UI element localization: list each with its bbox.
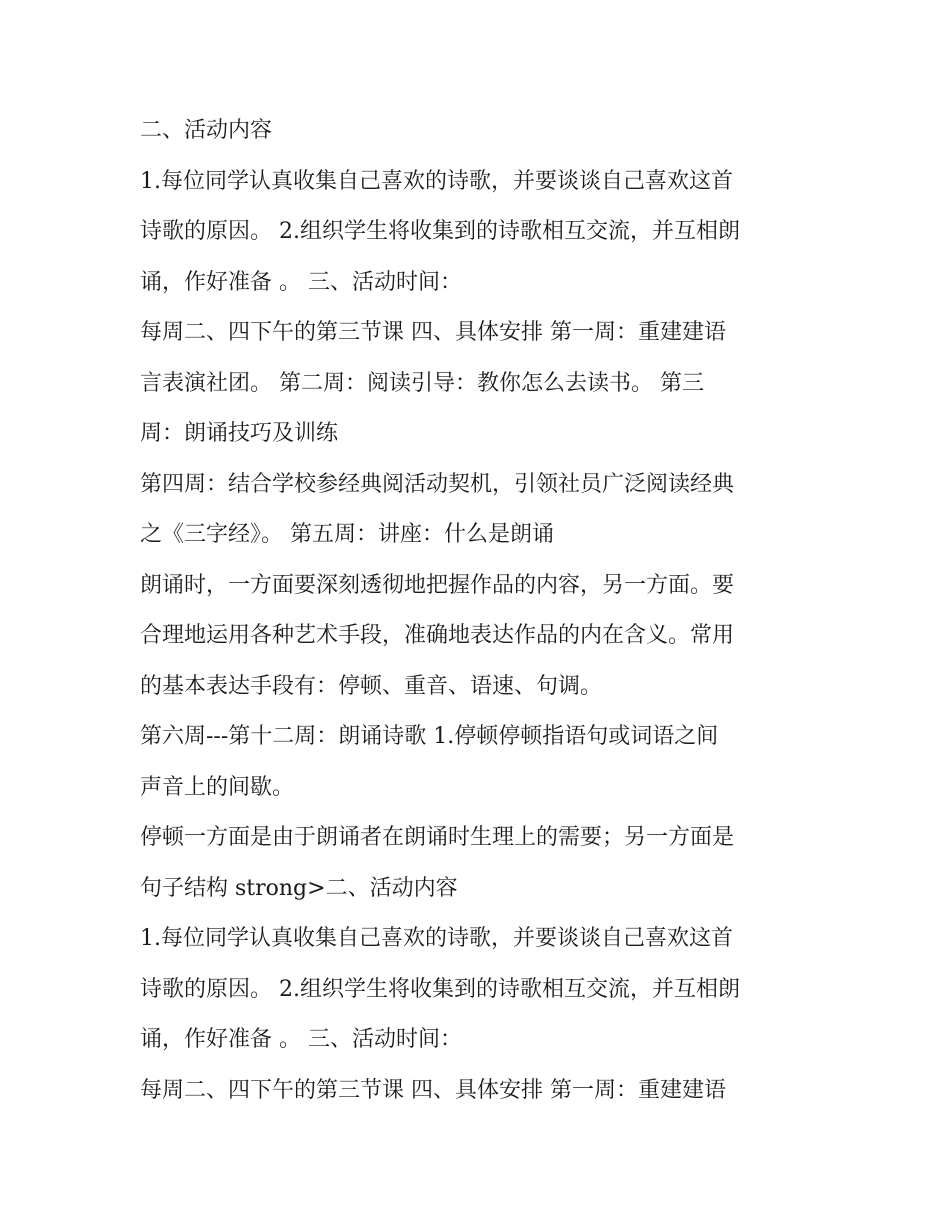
text-line: 1.每位同学认真收集自己喜欢的诗歌，并要谈谈自己喜欢这首 [140,168,733,194]
text-line: 诵，作好准备 。 三、活动时间： [140,1027,462,1052]
text-line: 第六周---第十二周：朗诵诗歌 1.停顿停顿指语句或词语之间 [140,724,719,749]
text-line: 声音上的间歇。 [140,774,295,800]
text-line: 合理地运用各种艺术手段，准确地表达作品的内在含义。常用 [140,623,735,648]
text-line: 句子结构 strong>二、活动内容 [140,875,458,901]
text-line: 1.每位同学认真收集自己喜欢的诗歌，并要谈谈自己喜欢这首 [140,926,733,951]
text-line: 每周二、四下午的第三节课 四、具体安排 第一周：重建建语 [140,320,726,345]
text-line: 停顿一方面是由于朗诵者在朗诵时生理上的需要；另一方面是 [140,825,735,850]
text-line: 言表演社团。 第二周：阅读引导：教你怎么去读书。 第三 [140,370,704,396]
text-line: 之《三字经》。 第五周：讲座：什么是朗诵 [140,522,554,547]
text-line: 二、活动内容 [140,118,273,143]
text-line: 第四周：结合学校参经典阅活动契机，引领社员广泛阅读经典 [140,471,735,497]
text-line: 周：朗诵技巧及训练 [140,421,339,446]
text-line: 诗歌的原因。 2.组织学生将收集到的诗歌相互交流，并互相朗 [140,219,740,244]
text-line: 的基本表达手段有：停顿、重音、语速、句调。 [140,673,603,699]
text-line: 诵，作好准备 。 三、活动时间： [140,269,462,295]
text-line: 朗诵时，一方面要深刻透彻地把握作品的内容，另一方面。要 [140,572,735,598]
text-line: 诗歌的原因。 2.组织学生将收集到的诗歌相互交流，并互相朗 [140,976,740,1002]
text-line: 每周二、四下午的第三节课 四、具体安排 第一周：重建建语 [140,1077,726,1103]
document-body [140,106,840,1116]
